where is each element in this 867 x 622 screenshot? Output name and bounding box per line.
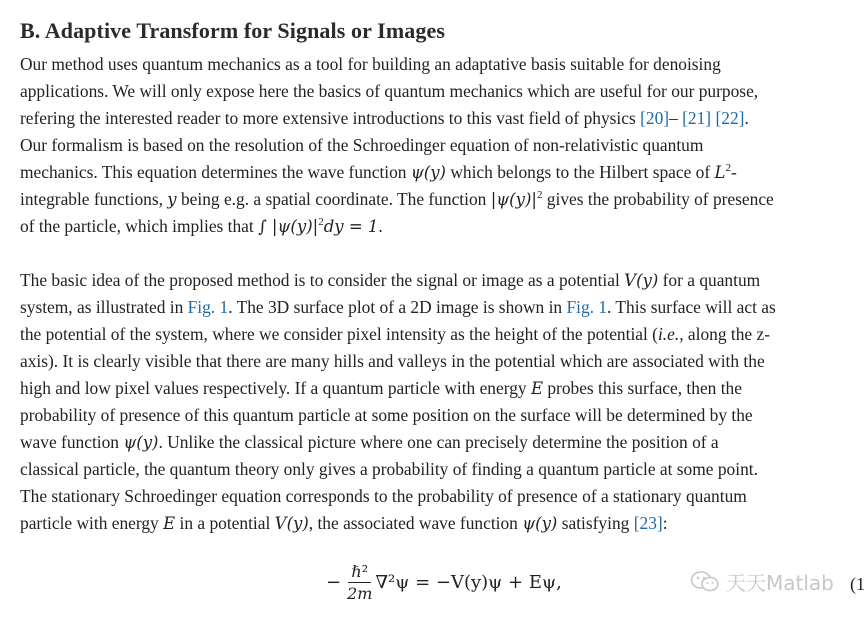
p2-line-3: the potential of the system, where we consider pixel intensity as the height of the potential (i.e., along the z- <box>20 324 770 344</box>
ref-21-link[interactable]: [21] <box>682 108 712 128</box>
fig-1-link[interactable]: Fig. 1 <box>187 297 229 317</box>
p2-line-8: classical particle, the quantum theory only gives a probability of finding a quantum particle at some point. <box>20 459 758 479</box>
equation-numerator: ℏ² <box>348 562 371 583</box>
math-V-y: V(y) <box>624 271 659 290</box>
p2-line-1: The basic idea of the proposed method is to consider the signal or image as a potential V(y) for a quantum <box>20 270 761 290</box>
p2-line-6: probability of presence of this quantum particle at some position on the surface will be determined by the <box>20 405 753 425</box>
math-y: y <box>167 190 177 209</box>
p1-line-6: integrable functions, y being e.g. a spatial coordinate. The function $|\psi(y)|^2$ gives the probability of presence <box>20 189 774 209</box>
math-L: L <box>714 163 726 182</box>
p2-line-7: wave function ψ(y). Unlike the classical picture where one can precisely determine the position of a <box>20 432 719 452</box>
wechat-icon <box>690 570 720 594</box>
ref-20-link[interactable]: [20] <box>640 108 670 128</box>
watermark <box>690 567 834 596</box>
watermark-text: 天天Matlab <box>726 571 834 595</box>
article-section <box>20 18 867 537</box>
paragraph-1 <box>20 51 867 240</box>
math-psi-y-2: ψ(y) <box>123 433 159 452</box>
p2-line-5: high and low pixel values respectively. If a quantum particle with energy E probes this surface, then the <box>20 378 742 398</box>
section-title: B. Adaptive Transform for Signals or Images <box>20 18 445 43</box>
p2-line-10: particle with energy E in a potential V(y), the associated wave function ψ(y) satisfying [23]: <box>20 513 668 533</box>
math-dy-eq: dy = 1 <box>323 217 379 236</box>
p1-line-4: Our formalism is based on the resolution of the Schroedinger equation of non-relativistic quantum <box>20 135 704 155</box>
p1-line-3: refering the interested reader to more extensive introductions to this vast field of physics [20]– [21] [22]. <box>20 108 749 128</box>
math-E: E <box>530 379 543 398</box>
paragraph-2 <box>20 267 867 537</box>
equation-rhs: ∇²ψ = −V(y)ψ + Eψ, <box>375 572 562 593</box>
math-psi-y-3: ψ(y) <box>522 514 558 533</box>
fig-1-link-2[interactable]: Fig. 1 <box>566 297 608 317</box>
math-psi-y: ψ(y) <box>410 163 446 182</box>
ref-23-link[interactable]: [23] <box>633 513 663 533</box>
p1-line-1: Our method uses quantum mechanics as a tool for building an adaptative basis suitable for denoising <box>20 54 721 74</box>
p2-line-9: The stationary Schroedinger equation corresponds to the probability of presence of a stationary quantum <box>20 486 747 506</box>
equation-fraction <box>347 562 372 603</box>
math-V-y-2: V(y) <box>274 514 309 533</box>
p1-line-7: of the particle, which implies that ∫ $|\psi(y)|^2dy = 1$. <box>20 216 383 236</box>
schroedinger-equation <box>326 562 562 603</box>
ref-22-link[interactable]: [22] <box>715 108 745 128</box>
p1-line-5: mechanics. This equation determines the wave function ψ(y) which belongs to the Hilbert space of $L^2-$ <box>20 162 737 182</box>
equation-denominator: 2m <box>347 584 373 603</box>
p2-line-2: system, as illustrated in Fig. 1. The 3D surface plot of a 2D image is shown in Fig. 1. This surface will act as <box>20 297 776 317</box>
math-E-2: E <box>163 514 176 533</box>
p1-line-2: applications. We will only expose here the basics of quantum mechanics which are useful for our purpose, <box>20 81 759 101</box>
math-abs-psi: |ψ(y)| <box>490 190 537 209</box>
equation-minus: − <box>326 572 342 593</box>
p2-line-4: axis). It is clearly visible that there are many hills and valleys in the potential which are associated with the <box>20 351 765 371</box>
math-integral: ∫ |ψ(y)| <box>258 217 319 236</box>
equation-number: (1 <box>850 574 865 594</box>
